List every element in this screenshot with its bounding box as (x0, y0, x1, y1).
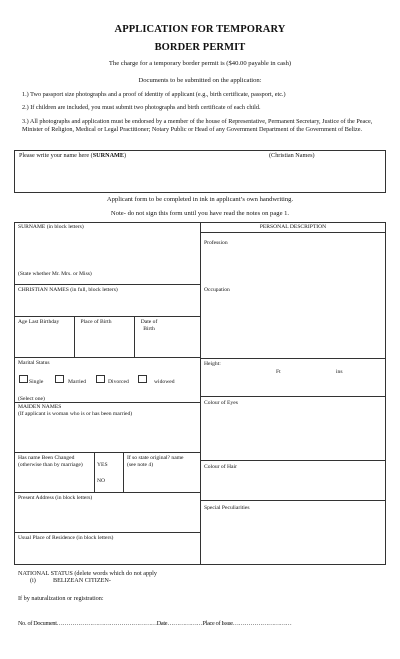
ink-note: Applicant form to be completed in ink in applicant’s own handwriting. (106, 196, 294, 203)
maiden-names-note: (If applicant is woman who is or has been married) (18, 411, 133, 417)
requirement-3: 3.) All photographs and application must be endorsed by a member of the house of Representative, Permanent Secretary, Justice of the Peace, Minister of Religion, Medical or Legal Practitioner; Notary Public or Head of any Government Department of the Government of Belize. (22, 118, 373, 133)
christian-names-label: (Christian Names) (269, 152, 315, 159)
belizean-citizen-option: BELIZEAN CITIZEN- (53, 577, 111, 584)
surname-field-label: SURNAME (in block letters) (18, 224, 84, 230)
divorced-checkbox[interactable] (96, 375, 105, 383)
widowed-label: widowed (154, 379, 175, 385)
name-changed-label: Has name Been Changed (otherwise than by marriage) (18, 455, 83, 468)
single-checkbox[interactable] (19, 375, 28, 383)
special-peculiarities-label: Special Peculiarities (204, 505, 250, 511)
divider (200, 460, 386, 461)
height-inches-label: ins (336, 369, 343, 375)
christian-names-field-label: CHRISTIAN NAMES (in full, block letters) (18, 287, 118, 293)
age-label: Age Last Birthday (18, 319, 60, 325)
select-one-note: (Select one) (18, 396, 45, 402)
divider (134, 316, 135, 357)
divorced-label: Divorced (108, 379, 129, 385)
present-address-label: Present Address (in block letters) (18, 495, 93, 501)
place-of-birth-label: Place of Birth (80, 319, 112, 325)
national-status-item-number: (i) (30, 577, 36, 584)
widowed-checkbox[interactable] (138, 375, 147, 383)
documents-heading: Documents to be submitted on the application: (138, 77, 262, 84)
document-details-line[interactable]: No. of Document……………………………………………Date………………Place of Issue………………………… (18, 620, 292, 627)
single-label: Single (29, 379, 44, 385)
surname-label: Please write your name here (SURNAME) (19, 152, 127, 159)
divider (14, 284, 201, 285)
surname-field[interactable] (15, 231, 199, 271)
divider (200, 358, 386, 359)
profession-label: Profession (204, 240, 228, 246)
divider (123, 452, 124, 492)
charge-text: The charge for a temporary border permit is ($40.00 payable in cash) (108, 60, 292, 67)
usual-residence-label: Usual Place of Residence (in block letters) (18, 535, 114, 541)
divider (14, 492, 201, 493)
height-label: Height: (204, 361, 221, 367)
no-option[interactable]: NO (97, 478, 106, 484)
yes-option[interactable]: YES (97, 462, 108, 468)
married-checkbox[interactable] (55, 375, 64, 383)
form-title: APPLICATION FOR TEMPORARY (114, 24, 286, 35)
eye-colour-label: Colour of Eyes (204, 400, 238, 406)
date-of-birth-label: Date of Birth (140, 319, 158, 332)
personal-description-heading: PERSONAL DESCRIPTION (259, 224, 327, 230)
divider (74, 316, 75, 357)
divider (14, 316, 201, 317)
marital-status-label: Marital Status (18, 360, 50, 366)
requirement-1: 1.) Two passport size photographs and a proof of identity of applicant (e.g., birth certificate, passport, etc.) (22, 91, 286, 98)
national-status-heading: NATIONAL STATUS (delete words which do not apply (18, 570, 157, 577)
divider (200, 232, 386, 233)
maiden-names-field[interactable] (15, 420, 199, 451)
christian-names-field[interactable] (15, 294, 199, 315)
divider (14, 452, 201, 453)
original-name-label: If so state original? name (see note 4) (127, 455, 184, 468)
divider (14, 532, 201, 533)
title-note: (State whether Mr. Mrs. or Miss) (18, 271, 92, 277)
married-label: Married (68, 379, 87, 385)
naturalization-label: If by naturalization or registration: (18, 595, 104, 602)
column-divider (200, 222, 201, 565)
usual-residence-field[interactable] (15, 542, 199, 564)
occupation-label: Occupation (204, 287, 230, 293)
maiden-names-label: MAIDEN NAMES (18, 404, 62, 410)
sign-note: Note- do not sign this form until you have read the notes on page 1. (110, 210, 290, 217)
requirement-2: 2.) If children are included, you must submit two photographs and birth certificate of each child. (22, 104, 261, 111)
divider (94, 452, 95, 492)
height-feet-label: Ft (276, 369, 281, 375)
form-subtitle: BORDER PERMIT (154, 42, 246, 53)
divider (14, 357, 201, 358)
hair-colour-label: Colour of Hair (204, 464, 237, 470)
divider (200, 500, 386, 501)
present-address-field[interactable] (15, 502, 199, 531)
name-box[interactable] (14, 150, 386, 193)
divider (200, 396, 386, 397)
